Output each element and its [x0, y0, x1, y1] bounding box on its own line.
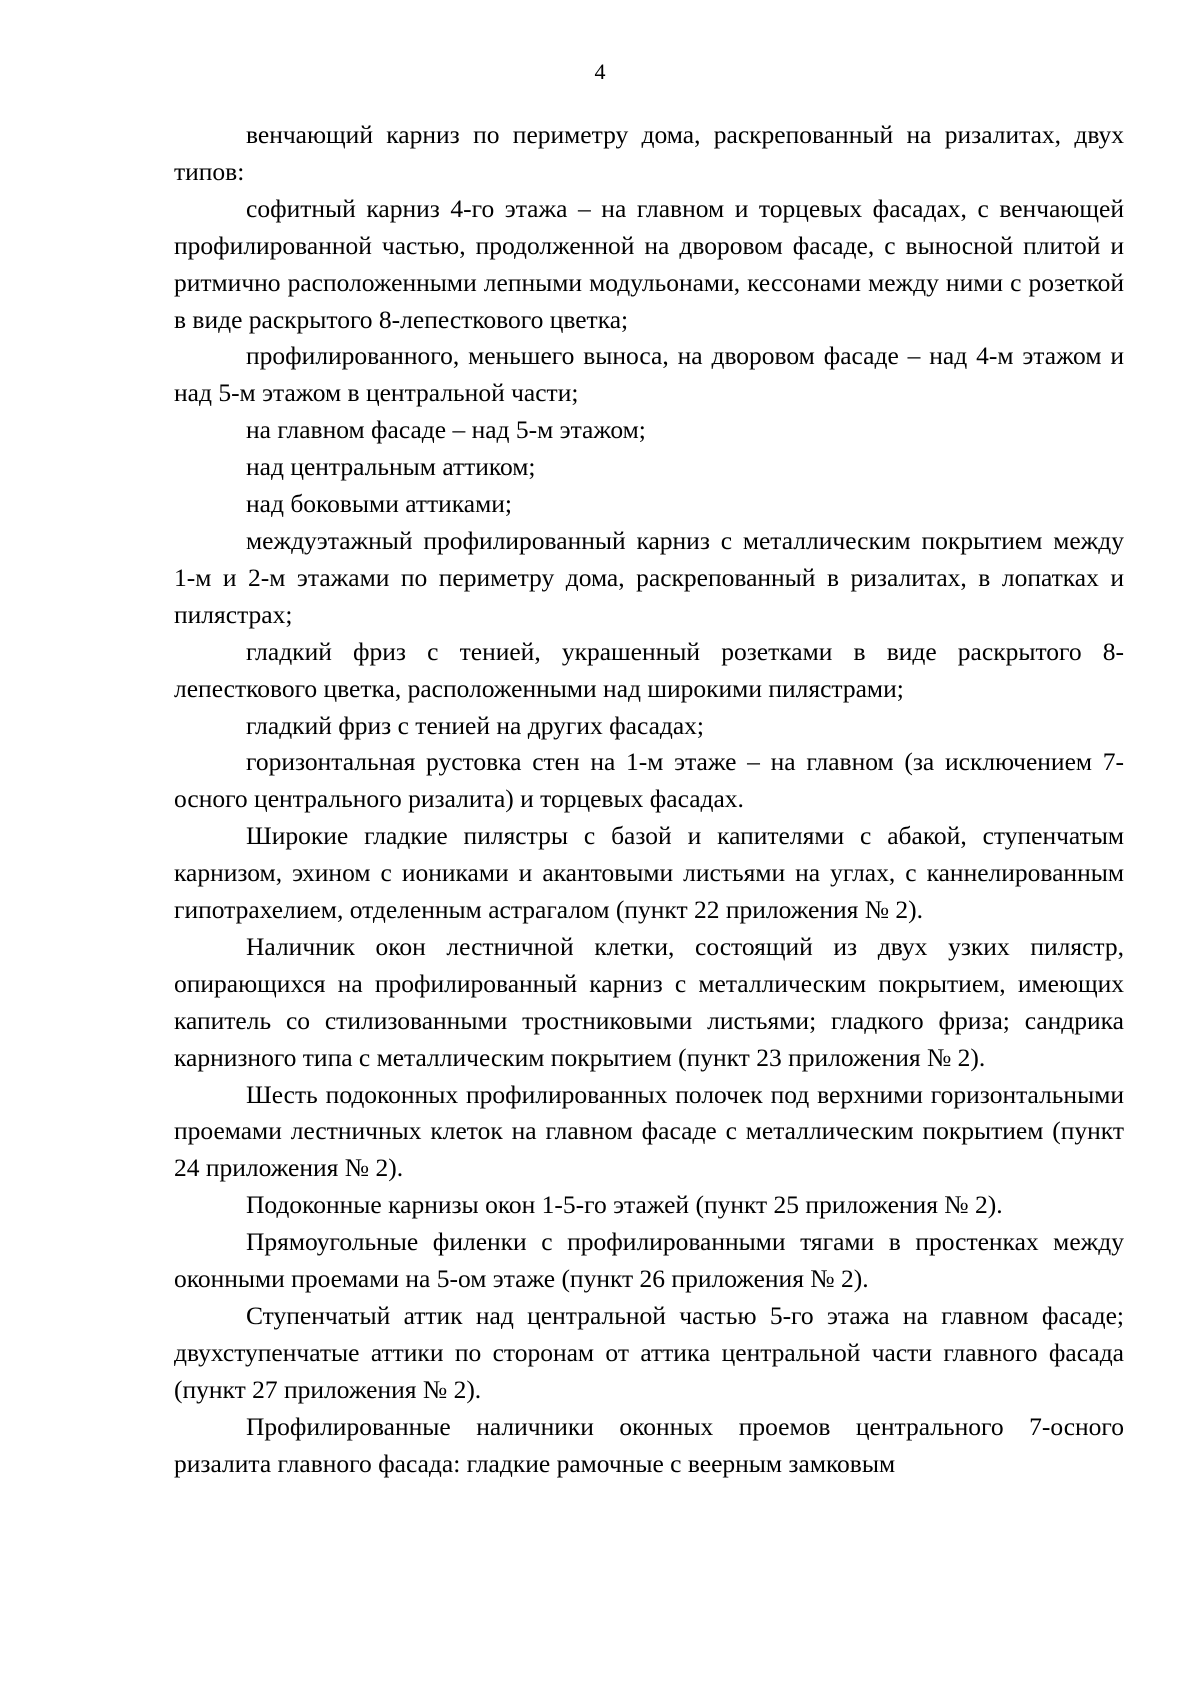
- paragraph-sill-shelves: Шесть подоконных профилированных полочек под верхними горизонтальными проемами лестничных клеток на главном фасаде с металлическим покрытием (пункт 24 приложения № 2).: [174, 1079, 1124, 1183]
- paragraph-side-attics: над боковыми аттиками;: [246, 489, 512, 519]
- paragraph-profiled-cornice: профилированного, меньшего выноса, на дворовом фасаде – над 4-м этажом и над 5-м этажом в центральной части;: [174, 341, 1124, 408]
- page-number: 4: [594, 59, 606, 84]
- document-body: [174, 117, 1124, 1483]
- paragraph-sill-cornices: Подоконные карнизы окон 1-5-го этажей (пункт 25 приложения № 2).: [246, 1190, 1003, 1220]
- paragraph-window-surrounds: Профилированные наличники оконных проемов центрального 7-осного ризалита главного фасада: гладкие рамочные с веерным замковым: [174, 1411, 1124, 1478]
- paragraph-central-attic: над центральным аттиком;: [246, 452, 536, 482]
- paragraph-frieze-other: гладкий фриз с тенией на других фасадах;: [246, 710, 705, 740]
- paragraph-pilasters: Широкие гладкие пилястры с базой и капителями с абакой, ступенчатым карнизом, эхином с иониками и акантовыми листьями на углах, с каннелированным гипотрахелием, отделенным астрагалом (пункт 22 приложения № 2).: [174, 821, 1124, 925]
- paragraph-main-facade: на главном фасаде – над 5-м этажом;: [246, 415, 646, 445]
- paragraph-panels: Прямоугольные филенки с профилированными тягами в простенках между оконными проемами на 5-ом этаже (пункт 26 приложения № 2).: [174, 1227, 1124, 1294]
- paragraph-stepped-attic: Ступенчатый аттик над центральной частью 5-го этажа на главном фасаде; двухступенчатые аттики по сторонам от аттика центральной части главного фасада (пункт 27 приложения № 2).: [174, 1301, 1124, 1404]
- paragraph-stair-window-surround: Наличник окон лестничной клетки, состоящий из двух узких пилястр, опирающихся на профилированный карниз с металлическим покрытием, имеющих капитель со стилизованными тростниковыми листьями; гладкого фриза; сандрика карнизного типа с металлическим покрытием (пункт 23 приложения № 2).: [174, 931, 1124, 1072]
- paragraph-frieze-rosettes: гладкий фриз с тенией, украшенный розетками в виде раскрытого 8-лепесткового цветка, расположенными над широкими пилястрами;: [174, 636, 1124, 703]
- paragraph-rustication: горизонтальная рустовка стен на 1-м этаже – на главном (за исключением 7-осного центрального ризалита) и торцевых фасадах.: [174, 747, 1124, 814]
- paragraph-soffit-cornice: софитный карниз 4-го этажа – на главном и торцевых фасадах, с венчающей профилированной частью, продолженной на дворовом фасаде, с выносной плитой и ритмично расположенными лепными модульонами, кессонами между ними с розеткой в виде раскрытого 8-лепесткового цветка;: [174, 193, 1124, 334]
- paragraph-cornice-intro: венчающий карниз по периметру дома, раскрепованный на ризалитах, двух типов:: [174, 120, 1124, 186]
- paragraph-interfloor-cornice: междуэтажный профилированный карниз с металлическим покрытием между 1-м и 2-м этажами по периметру дома, раскрепованный в ризалитах, в лопатках и пилястрах;: [174, 525, 1124, 629]
